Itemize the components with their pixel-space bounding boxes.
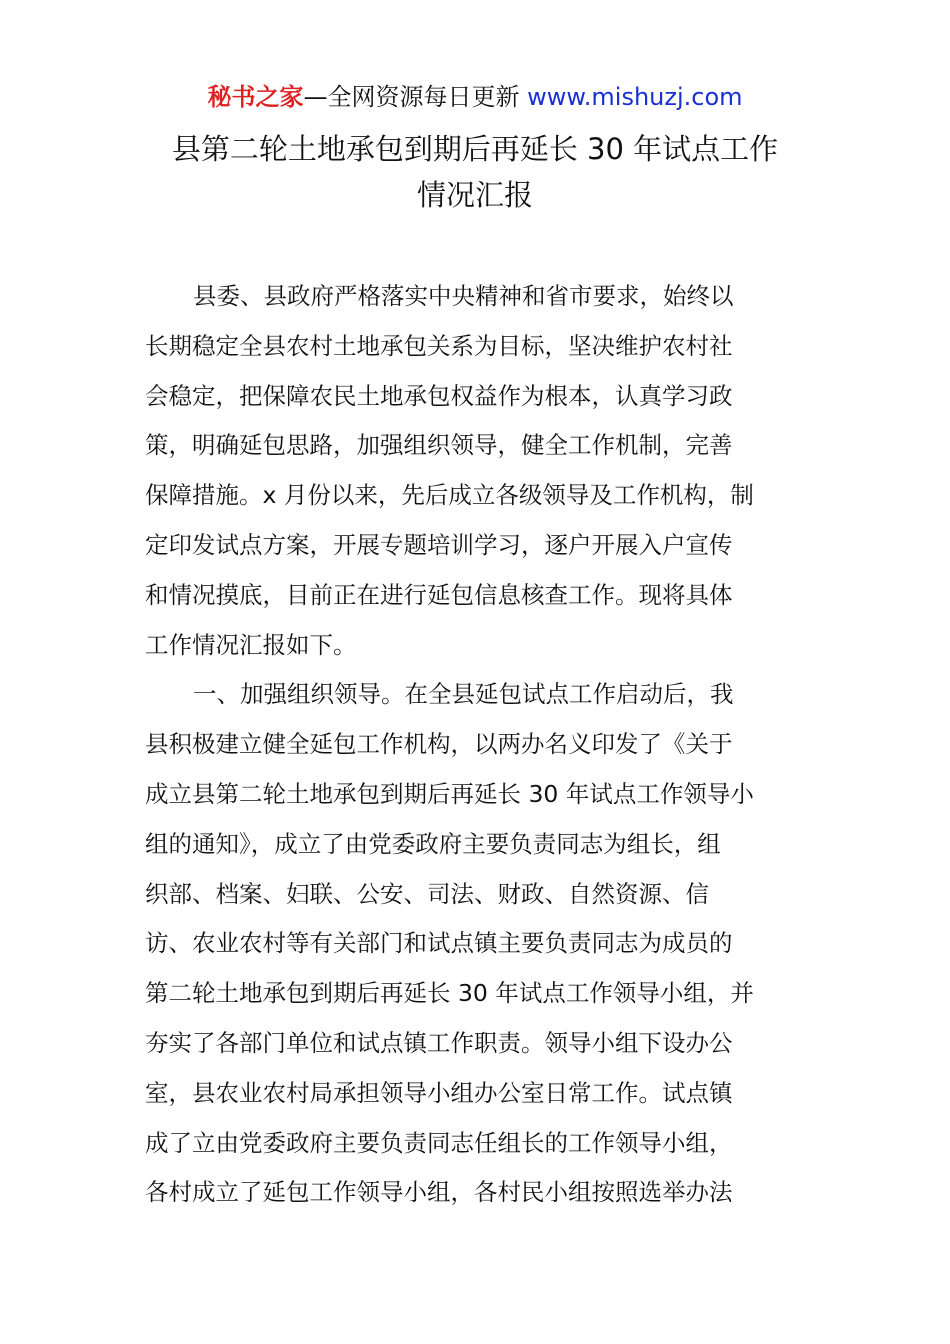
paragraph-2-line: 成立县第二轮土地承包到期后再延长 30 年试点工作领导小	[145, 779, 754, 808]
document-title	[100, 126, 850, 218]
paragraph-2-line: 室，县农业农村局承担领导小组办公室日常工作。试点镇	[145, 1078, 733, 1107]
site-brand: 秘书之家	[207, 83, 304, 111]
paragraph-2-line: 县积极建立健全延包工作机构，以两办名义印发了《关于	[145, 730, 733, 759]
paragraph-1-line: 工作情况汇报如下。	[145, 630, 357, 659]
site-url-link[interactable]: www.mishuzj.com	[527, 83, 743, 111]
paragraph-1-line: 长期稳定全县农村土地承包关系为目标，坚决维护农村社	[145, 331, 733, 360]
paragraph-2-line: 夯实了各部门单位和试点镇工作职责。领导小组下设办公	[145, 1028, 733, 1057]
paragraph-1-line: 和情况摸底，目前正在进行延包信息核查工作。现将具体	[145, 580, 733, 609]
paragraph-2-line: 织部、档案、妇联、公安、司法、财政、自然资源、信	[145, 879, 709, 908]
title-line-1: 县第二轮土地承包到期后再延长 30 年试点工作	[171, 132, 779, 166]
paragraph-2-line: 一、加强组织领导。在全县延包试点工作启动后，我	[193, 680, 734, 709]
document-body	[145, 272, 810, 1218]
paragraph-2-line: 各村成立了延包工作领导小组，各村民小组按照选举办法	[145, 1178, 733, 1207]
paragraph-1-line: 保障措施。x 月份以来，先后成立各级领导及工作机构，制	[145, 481, 754, 510]
paragraph-2-line: 第二轮土地承包到期后再延长 30 年试点工作领导小组，并	[145, 979, 754, 1008]
site-tagline: —全网资源每日更新	[303, 83, 528, 111]
site-header	[0, 80, 950, 114]
paragraph-2-line: 访、农业农村等有关部门和试点镇主要负责同志为成员的	[145, 929, 733, 958]
paragraph-1-line: 会稳定，把保障农民土地承包权益作为根本，认真学习政	[145, 381, 733, 410]
paragraph-1-line: 县委、县政府严格落实中央精神和省市要求，始终以	[193, 282, 734, 310]
title-line-2: 情况汇报	[416, 178, 533, 212]
paragraph-1-line: 策，明确延包思路，加强组织领导，健全工作机制，完善	[145, 431, 733, 460]
paragraph-2-line: 成了立由党委政府主要负责同志任组长的工作领导小组，	[145, 1128, 733, 1157]
paragraph-1-line: 定印发试点方案，开展专题培训学习，逐户开展入户宣传	[145, 530, 733, 559]
paragraph-2-line: 组的通知》，成立了由党委政府主要负责同志为组长，组	[145, 829, 721, 858]
